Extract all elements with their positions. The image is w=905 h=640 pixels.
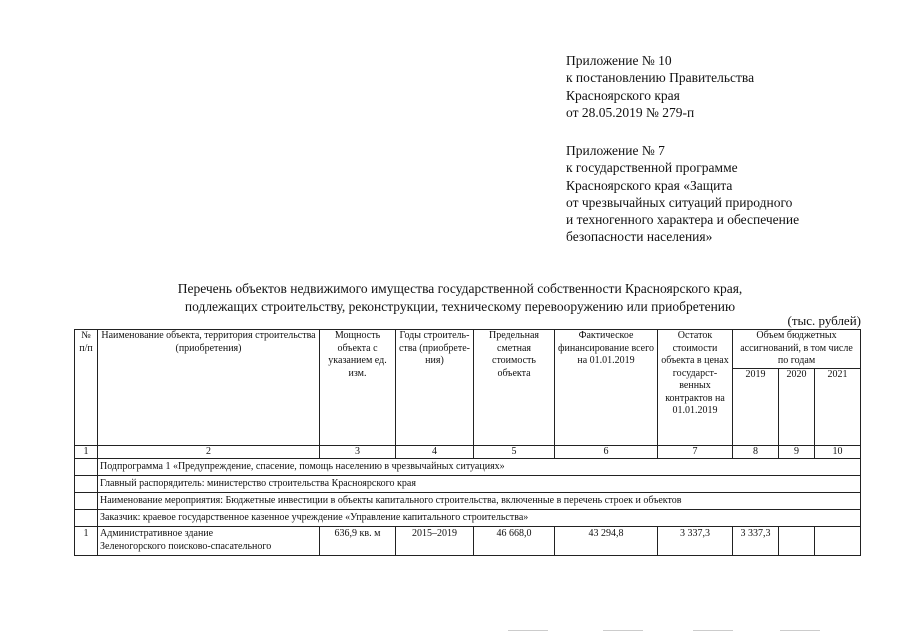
column-number: 4 bbox=[396, 445, 474, 458]
objects-table bbox=[74, 329, 861, 556]
row-num: 1 bbox=[75, 526, 98, 555]
section-row bbox=[75, 509, 861, 526]
row-estimate: 46 668,0 bbox=[474, 526, 555, 555]
header-remainder: Остаток стоимости объекта в ценах государст-венных контрактов на 01.01.2019 bbox=[658, 330, 733, 446]
annex-10-line: к постановлению Правительства bbox=[566, 70, 755, 86]
section-activity: Наименование мероприятия: Бюджетные инвестиции в объекты капитального строительства, включенные в перечень строек и объектов bbox=[98, 492, 861, 509]
annex-10-block bbox=[566, 52, 754, 121]
row-name bbox=[98, 526, 320, 555]
column-number: 10 bbox=[815, 445, 861, 458]
scan-mark bbox=[693, 630, 733, 631]
page-bottom-marks bbox=[508, 630, 848, 632]
section-row bbox=[75, 492, 861, 509]
header-year-2020: 2020 bbox=[779, 368, 815, 445]
section-blank-cell bbox=[75, 475, 98, 492]
row-financing: 43 294,8 bbox=[555, 526, 658, 555]
column-number-row bbox=[75, 445, 861, 458]
section-blank-cell bbox=[75, 492, 98, 509]
header-num: № п/п bbox=[75, 330, 98, 446]
row-year-2019: 3 337,3 bbox=[733, 526, 779, 555]
document-title-line-1: Перечень объектов недвижимого имущества государственной собственности Красноярского края, bbox=[177, 281, 743, 296]
row-remainder: 3 337,3 bbox=[658, 526, 733, 555]
section-blank-cell bbox=[75, 509, 98, 526]
annex-7-line: Красноярского края «Защита bbox=[566, 177, 733, 193]
document-title bbox=[100, 280, 820, 315]
section-customer: Заказчик: краевое государственное казенное учреждение «Управление капитального строительства» bbox=[98, 509, 861, 526]
annex-7-line: безопасности населения» bbox=[566, 229, 713, 245]
annex-7-line: к государственной программе bbox=[566, 160, 738, 176]
row-year-2021 bbox=[815, 526, 861, 555]
header-years: Годы строитель-ства (приобрете-ния) bbox=[396, 330, 474, 446]
header-year-2021: 2021 bbox=[815, 368, 861, 445]
column-number: 3 bbox=[320, 445, 396, 458]
units-note: (тыс. рублей) bbox=[787, 313, 861, 328]
header-financing: Фактическое финансирование всего на 01.01.2019 bbox=[555, 330, 658, 446]
column-number: 6 bbox=[555, 445, 658, 458]
section-blank-cell bbox=[75, 458, 98, 475]
header-capacity: Мощность объекта с указанием ед. изм. bbox=[320, 330, 396, 446]
column-number: 1 bbox=[75, 445, 98, 458]
section-subprogram: Подпрограмма 1 «Предупреждение, спасение, помощь населению в чрезвычайных ситуациях» bbox=[98, 458, 861, 475]
annex-7-line: Приложение № 7 bbox=[566, 143, 665, 158]
annex-7-line: и техногенного характера и обеспечение bbox=[566, 212, 800, 228]
annex-7-block bbox=[566, 142, 799, 246]
table-row bbox=[75, 526, 861, 555]
annex-10-line: от 28.05.2019 № 279-п bbox=[566, 104, 695, 120]
section-row bbox=[75, 458, 861, 475]
scan-mark bbox=[603, 630, 643, 631]
header-year-2019: 2019 bbox=[733, 368, 779, 445]
header-budget: Объем бюджетных ассигнований, в том числе по годам bbox=[733, 330, 861, 369]
column-number: 8 bbox=[733, 445, 779, 458]
row-name-line-2: Зеленогорского поисково-спасательного bbox=[100, 540, 272, 552]
header-estimate: Предельная сметная стоимость объекта bbox=[474, 330, 555, 446]
document-title-line-2: подлежащих строительству, реконструкции, техническому перевооружению или приобретению bbox=[184, 298, 736, 314]
row-year-2020 bbox=[779, 526, 815, 555]
header-name: Наименование объекта, территория строительства (приобретения) bbox=[98, 330, 320, 446]
annex-10-line: Красноярского края bbox=[566, 87, 680, 103]
annex-10-line: Приложение № 10 bbox=[566, 53, 672, 68]
scan-mark bbox=[508, 630, 548, 631]
section-chief-manager: Главный распорядитель: министерство строительства Красноярского края bbox=[98, 475, 861, 492]
column-number: 5 bbox=[474, 445, 555, 458]
annex-7-line: от чрезвычайных ситуаций природного bbox=[566, 194, 793, 210]
table-header-row bbox=[75, 330, 861, 369]
section-row bbox=[75, 475, 861, 492]
row-years: 2015–2019 bbox=[396, 526, 474, 555]
scan-mark bbox=[780, 630, 820, 631]
column-number: 9 bbox=[779, 445, 815, 458]
column-number: 7 bbox=[658, 445, 733, 458]
row-name-line-1: Административное здание bbox=[100, 527, 214, 539]
column-number: 2 bbox=[98, 445, 320, 458]
row-capacity: 636,9 кв. м bbox=[320, 526, 396, 555]
